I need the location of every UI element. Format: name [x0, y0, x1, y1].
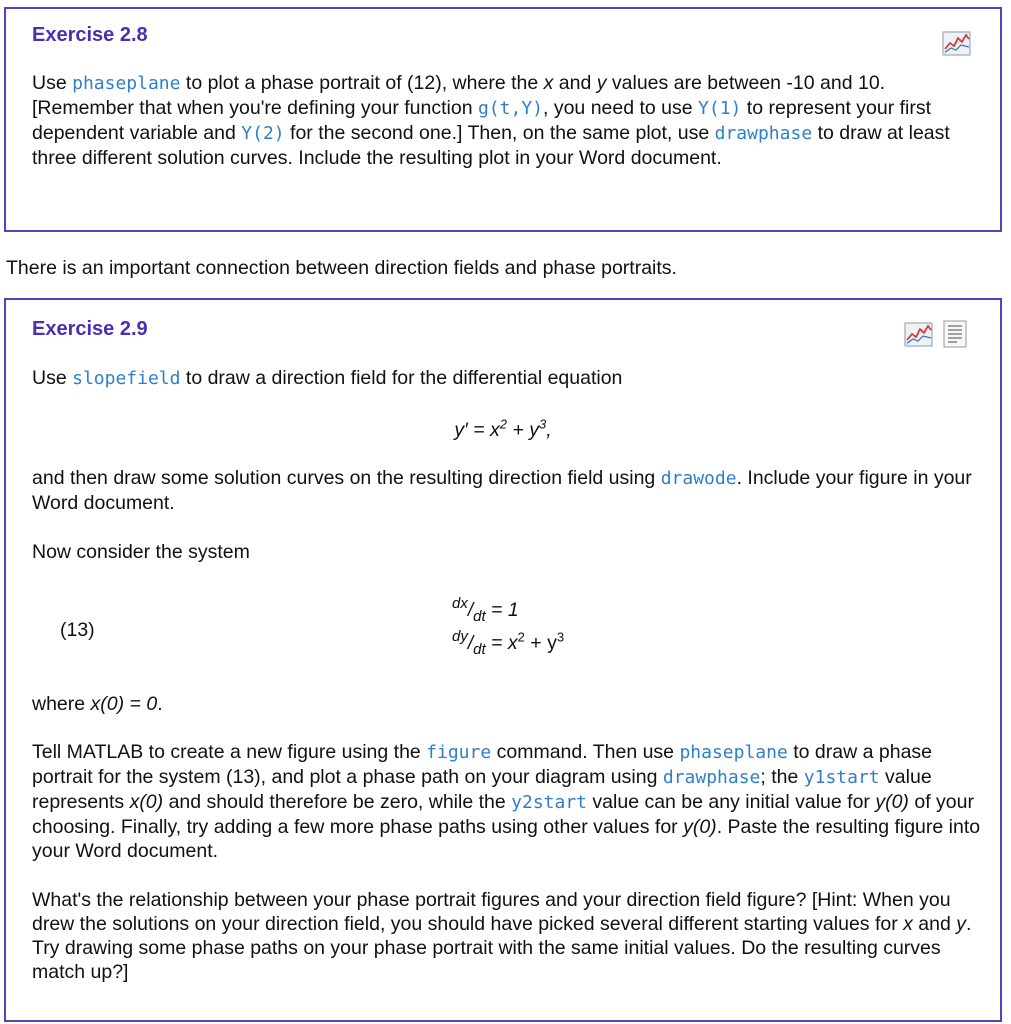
plot-icon[interactable] [942, 29, 972, 57]
code-drawphase: drawphase [714, 123, 813, 144]
exercise-2-8-title: Exercise 2.8 [32, 24, 148, 46]
code-y2: Y(2) [241, 123, 285, 144]
code-phaseplane: phaseplane [679, 742, 788, 763]
para-where: where x(0) = 0. [32, 693, 163, 715]
code-y1: Y(1) [698, 98, 742, 119]
exercise-2-8-box [4, 7, 1002, 232]
code-drawode: drawode [660, 468, 737, 489]
exercise-2-8-text: Use phaseplane to plot a phase portrait of (12), where the x and y values are between -10 and 10. [Remember that when you're defining your function g(t,Y), you need to use Y(1) to represent your first dependent variable and Y(2) for the second one.] Then, on the same plot, use drawphase to draw at least three different solution curves. Include the resulting plot in your Word document. [32, 72, 950, 169]
exercise-2-9-title: Exercise 2.9 [32, 318, 148, 340]
equation-y-prime: $y' = x^2 + y^3$, [454, 416, 552, 441]
code-phaseplane: phaseplane [72, 73, 181, 94]
code-slopefield: slopefield [72, 368, 181, 389]
para-slopefield: Use slopefield to draw a direction field for the differential equation [32, 367, 623, 389]
exercise-2-9-box [4, 298, 1002, 1022]
code-figure: figure [426, 742, 492, 763]
document-icon[interactable] [942, 320, 972, 348]
system-equation-1: $^{dx}/_{dt} = 1$ [452, 595, 519, 625]
para-consider: Now consider the system [32, 541, 250, 563]
plot-icon[interactable] [904, 320, 934, 348]
system-equation-2: $^{dy}/_{dt} = x^2 + y^3$ [452, 628, 565, 658]
para-matlab-figure: Tell MATLAB to create a new figure using the figure command. Then use phaseplane to draw a phase portrait for the system (13), and plot a phase path on your diagram using drawphase; the y1start value represents x(0) and should therefore be zero, while the y2start value can be any initial value for y(0) of your choosing. Finally, try adding a few more phase paths using other values for y(0). Paste the resulting figure into your Word document. [32, 741, 981, 862]
code-y1start: y1start [803, 767, 880, 788]
system-label: (13) [60, 619, 95, 641]
para-relationship: What's the relationship between your phase portrait figures and your direction field figure? [Hint: When you drew the solutions on your direction field, you should have picked several different starting values for x and y. Try drawing some phase paths on your phase portrait with the same initial values. Do the resulting curves match up?] [32, 889, 972, 983]
para-drawode: and then draw some solution curves on the resulting direction field using drawode. Include your figure in your Word document. [32, 467, 972, 514]
code-g-t-y: g(t,Y) [477, 98, 543, 119]
code-drawphase: drawphase [662, 767, 761, 788]
code-y2start: y2start [511, 792, 587, 813]
between-text: There is an important connection between direction fields and phase portraits. [6, 257, 677, 279]
